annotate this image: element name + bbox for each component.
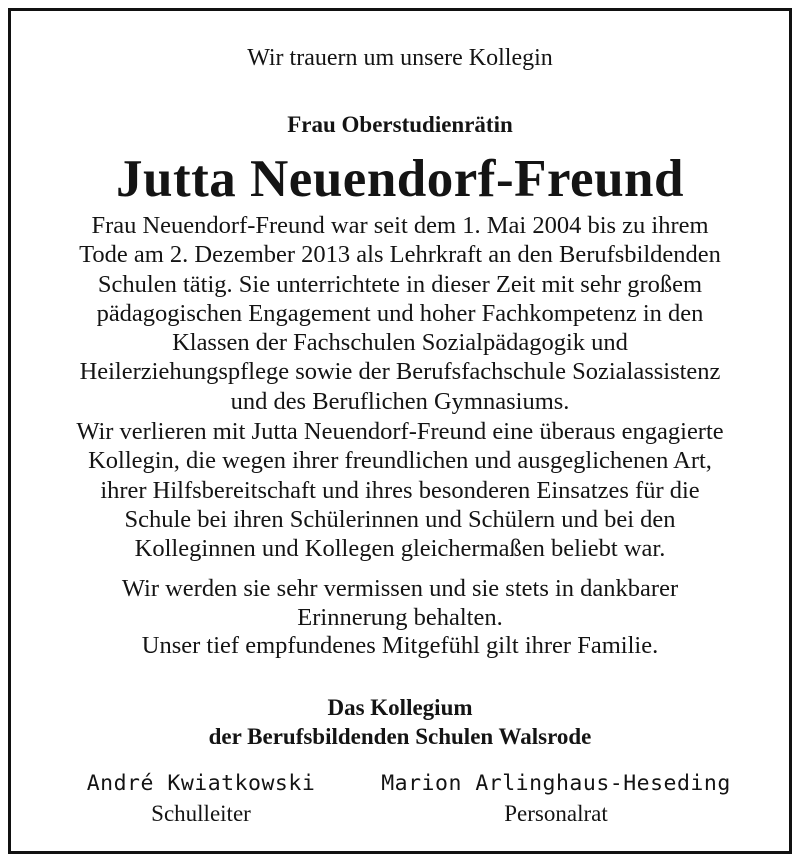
tribute-paragraph	[41, 417, 759, 563]
signatory-principal	[56, 771, 346, 827]
obituary-frame	[8, 8, 792, 854]
text-line: und des Beruflichen Gymnasiums.	[230, 387, 570, 415]
signatory-name: Marion Arlinghaus-Heseding	[381, 771, 731, 796]
text-line: Heilerziehungspflege sowie der Berufsfachschule Sozialassistenz	[79, 358, 721, 386]
organization-line-2: der Berufsbildenden Schulen Walsrode	[208, 724, 592, 749]
text-line: Wir verlieren mit Jutta Neuendorf-Freund eine überaus engagierte	[76, 418, 724, 445]
remembrance-paragraph	[41, 574, 759, 633]
text-line: ihrer Hilfsbereitschaft und ihres besonderen Einsatzes für die	[100, 476, 700, 504]
text-line: Tode am 2. Dezember 2013 als Lehrkraft an den Berufsbildenden	[79, 241, 721, 269]
signatory-staff-council	[356, 771, 756, 827]
text-line: Schule bei ihren Schülerinnen und Schülern und bei den	[124, 505, 676, 533]
obituary-content	[11, 11, 789, 851]
honorific-title: Frau Oberstudienrätin	[287, 112, 513, 137]
organization-block	[11, 693, 789, 751]
signatory-role: Schulleiter	[151, 801, 251, 826]
text-line: Wir werden sie sehr vermissen und sie stets in dankbarer	[121, 575, 679, 602]
notice-heading: Wir trauern um unsere Kollegin	[247, 45, 553, 71]
text-line: Erinnerung behalten.	[297, 604, 503, 632]
text-line: Schulen tätig. Sie unterrichtete in dieser Zeit mit sehr großem	[97, 270, 703, 298]
organization-line-1: Das Kollegium	[327, 695, 473, 720]
text-line: pädagogischen Engagement und hoher Fachkompetenz in den	[96, 299, 704, 327]
biography-paragraph	[41, 211, 759, 416]
signatory-role: Personalrat	[504, 801, 608, 826]
signatory-name: André Kwiatkowski	[86, 771, 316, 796]
deceased-name: Jutta Neuendorf-Freund	[116, 150, 684, 208]
text-line: Kolleginnen und Kollegen gleichermaßen beliebt war.	[134, 535, 666, 563]
condolence-paragraph	[41, 631, 759, 660]
text-line: Klassen der Fachschulen Sozialpädagogik und	[172, 329, 628, 357]
text-line: Kollegin, die wegen ihrer freundlichen und ausgeglichenen Art,	[88, 447, 712, 475]
text-line: Unser tief empfundenes Mitgefühl gilt ihrer Familie.	[141, 632, 659, 659]
text-line: Frau Neuendorf-Freund war seit dem 1. Mai 2004 bis zu ihrem	[91, 212, 709, 239]
